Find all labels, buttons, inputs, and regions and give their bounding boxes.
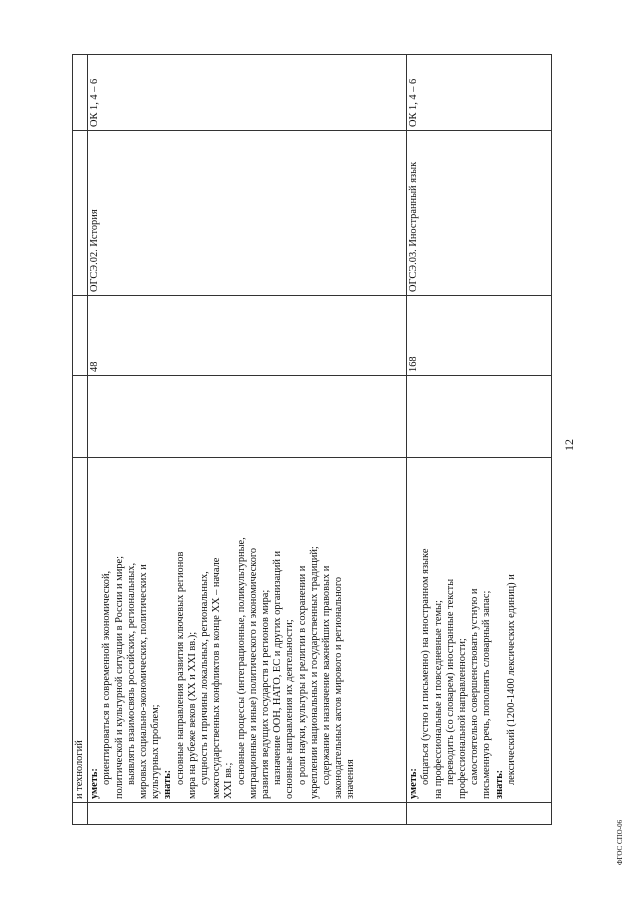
section-heading: знать: bbox=[493, 769, 505, 799]
content-lines bbox=[89, 461, 357, 799]
content-line: содержание и назначение важнейших правовых и bbox=[321, 565, 333, 785]
content-line: письменную речь, пополнять словарный запас; bbox=[481, 590, 493, 799]
table-cell-content bbox=[73, 458, 88, 803]
section-heading: уметь: bbox=[408, 768, 420, 799]
table-cell-content bbox=[88, 458, 407, 803]
content-line: основные направления развития ключевых регионов bbox=[174, 551, 186, 785]
content-line: политической и культурной ситуации в России и мире; bbox=[113, 555, 125, 799]
content-line: миграционные и иные) политического и экономического bbox=[247, 547, 259, 799]
content-line: общаться (устно и письменно) на иностранном языке bbox=[420, 548, 432, 785]
table-cell-content bbox=[407, 458, 552, 803]
table-cell-empty bbox=[407, 803, 552, 825]
content-line: назначение ООН, НАТО, ЕС и других организаций и bbox=[272, 550, 284, 785]
table-cell-empty bbox=[73, 55, 88, 131]
table-cell-competencies: ОК 1, 4 – 6 bbox=[88, 55, 407, 131]
table-cell-empty bbox=[407, 376, 552, 458]
table-cell-hours: 168 bbox=[407, 296, 552, 376]
content-line: мира на рубеже веков (XX и XXI вв.); bbox=[186, 631, 198, 799]
table-cell-empty bbox=[73, 803, 88, 825]
table-cell-empty bbox=[88, 803, 407, 825]
content-line: укреплении национальных и государственных традиций; bbox=[308, 546, 320, 799]
curriculum-table bbox=[72, 54, 552, 825]
content-line: основные процессы (интеграционные, поликультурные, bbox=[235, 537, 247, 785]
table-cell-hours: 48 bbox=[88, 296, 407, 376]
content-lines bbox=[408, 461, 518, 799]
table-cell-empty bbox=[88, 376, 407, 458]
content-line: основные направления их деятельности; bbox=[284, 619, 296, 799]
content-line: о роли науки, культуры и религии в сохранении и bbox=[296, 565, 308, 785]
table-cell-empty bbox=[73, 376, 88, 458]
content-line: культурных проблем; bbox=[150, 704, 162, 799]
table-row-intro bbox=[73, 55, 88, 825]
content-line: значения bbox=[345, 759, 357, 799]
content-line: законодательных актов мирового и регионального bbox=[333, 576, 345, 799]
table-cell-discipline: ОГСЭ.02. История bbox=[88, 131, 407, 296]
table-row-history bbox=[88, 55, 407, 825]
content-line: мировых социально-экономических, политических и bbox=[138, 564, 150, 799]
content-line: выявлять взаимосвязь российских, региональных, bbox=[125, 562, 137, 785]
content-line: лексический (1200-1400 лексических единиц) и bbox=[505, 574, 517, 785]
content-line: ориентироваться в современной экономической, bbox=[101, 570, 113, 785]
content-line: на профессиональные и повседневные темы; bbox=[432, 600, 444, 799]
table-cell-empty bbox=[73, 296, 88, 376]
table-cell-empty bbox=[73, 131, 88, 296]
content-line: профессиональной направленности; bbox=[457, 638, 469, 799]
content-line: сущность и причины локальных, региональных, bbox=[199, 571, 211, 785]
table-cell-discipline: ОГСЭ.03. Иностранный язык bbox=[407, 131, 552, 296]
rotated-page bbox=[60, 25, 624, 865]
intro-text: и технологий bbox=[74, 740, 85, 799]
content-line: развития ведущих государств и регионов мира; bbox=[260, 589, 272, 799]
section-heading: знать: bbox=[162, 769, 174, 799]
table-cell-competencies: ОК 1, 4 – 6 bbox=[407, 55, 552, 131]
content-line: межгосударственных конфликтов в конце XX – начале bbox=[211, 557, 223, 799]
content-line: переводить (со словарем) иностранные тексты bbox=[444, 578, 456, 785]
content-line: XXI вв.; bbox=[223, 762, 235, 799]
section-heading: уметь: bbox=[89, 768, 101, 799]
content-line: самостоятельно совершенствовать устную и bbox=[469, 588, 481, 785]
table-row-foreign-language bbox=[407, 55, 552, 825]
page-number: 12 bbox=[562, 439, 576, 451]
footer-code: ФГОС СПО-06 bbox=[616, 819, 624, 865]
